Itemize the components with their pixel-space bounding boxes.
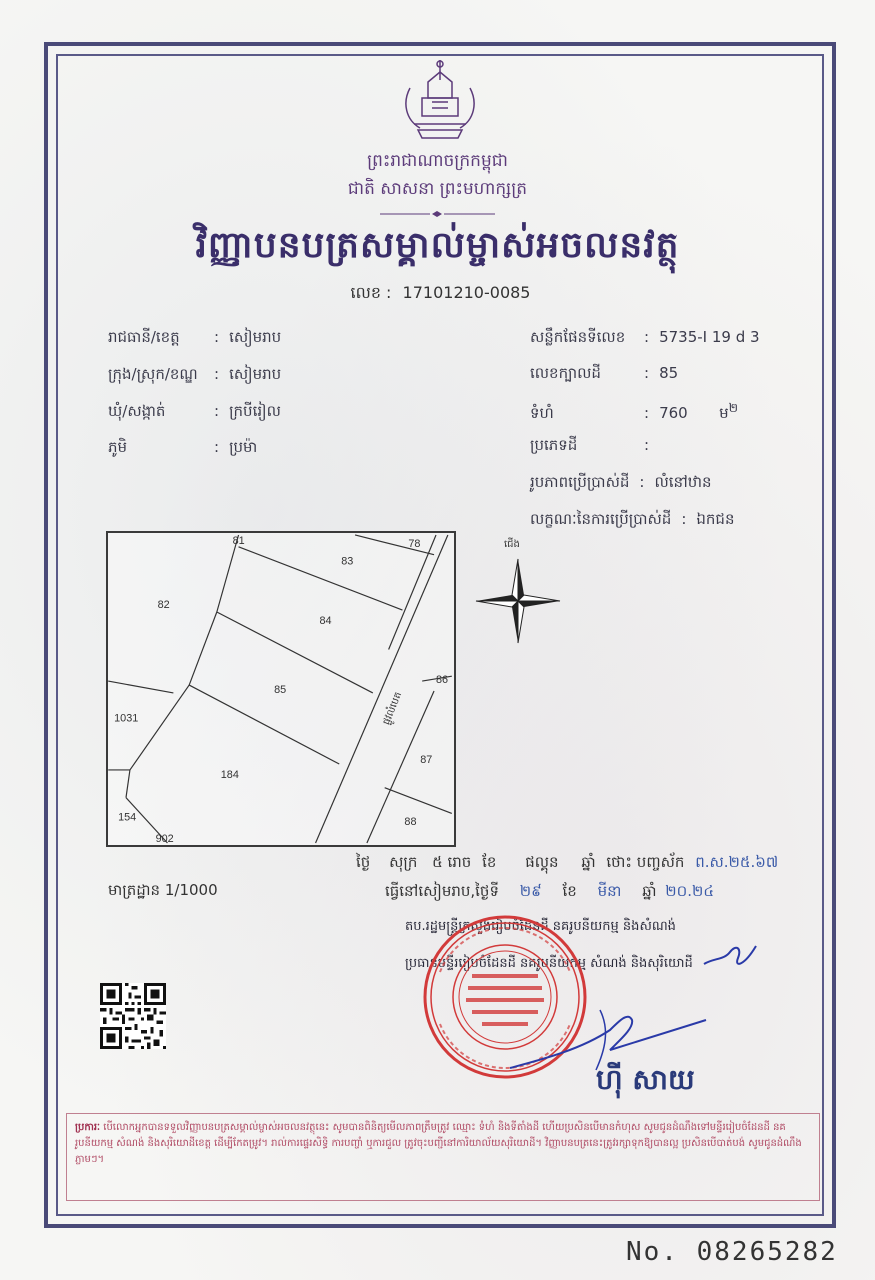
field-province: រាជធានី/ខេត្ត : សៀមរាប <box>108 328 281 350</box>
field-label: រាជធានី/ខេត្ត <box>108 328 180 346</box>
field-label: ទំហំ <box>530 404 554 422</box>
parcel-label: 81 <box>232 534 245 547</box>
year-word: ឆ្នាំ <box>581 853 596 871</box>
lunar-year: ថោះ បញ្ចស័ក <box>606 853 685 871</box>
parcel-label: 1031 <box>114 712 139 725</box>
parcel-label: 85 <box>274 683 287 696</box>
parcel-label: 82 <box>157 599 170 612</box>
day-word: ថ្ងៃ <box>356 853 371 871</box>
serial-number: No. 08265282 <box>626 1237 838 1267</box>
month-word: ខែ <box>562 882 577 900</box>
cadastral-map <box>106 531 456 847</box>
north-label: ជើង <box>504 539 520 550</box>
field-value: 5735-I 19 d 3 <box>659 328 760 346</box>
kingdom-name: ព្រះរាជាណាចក្រកម្ពុជា <box>367 151 508 171</box>
road-label: ផ្លូវលំបេត <box>381 690 405 727</box>
field-value: លំនៅឋាន <box>654 473 712 491</box>
notice-label: ប្រការៈ <box>75 1122 101 1133</box>
notice-text: បើលោកអ្នកបានទទួលវិញ្ញាបនបត្រសម្គាល់ម្ចាស់អចលនវត្ថុនេះ សូមបានពិនិត្យមើលភាពត្រឹមត្រូវ ឈ្មោះ ទំហំ និងទីតាំងដី ហើយប្រសិនបើមានកំហុស សូមជូនដំណឹងទៅមន្ទីររៀបចំដែនដី នគរូបនីយកម្ម សំណង់ និងសុរិយោដីខេត្ត ដើម្បីកែតម្រូវ។ រាល់ការផ្ទេរសិទ្ធិ ការបញ្ចាំ ឬការជួល ត្រូវចុះបញ្ជីនៅការិយាល័យសុរិយោដី។ វិញ្ញាបនបត្រនេះត្រូវរក្សាទុកឱ្យបានល្អ ប្រសិនបើបាត់បង់ សូមជូនដំណឹងភ្លាមៗ។ <box>75 1122 802 1165</box>
minister-title: តប.រដ្ឋមន្ត្រីក្រសួងរៀបចំដែនដី នគរូបនីយកម្ម និងសំណង់ <box>405 919 676 934</box>
field-value: 85 <box>659 364 679 382</box>
field-village: ភូមិ : ប្រម៉ា <box>108 438 257 460</box>
field-label: លក្ខណៈនៃការប្រើប្រាស់ដី <box>530 510 672 528</box>
parcel-label: 184 <box>220 768 239 781</box>
field-land-type: ប្រភេទដី : <box>530 436 659 458</box>
parcel-label: 154 <box>118 811 137 824</box>
field-label: រូបភាពប្រើប្រាស់ដី <box>530 473 630 491</box>
field-label: ឃុំ/សង្កាត់ <box>108 402 166 420</box>
area-unit: ម <box>719 404 729 422</box>
field-ownership: លក្ខណៈនៃការប្រើប្រាស់ដី : ឯកជន <box>530 510 735 528</box>
legal-notice <box>66 1113 820 1201</box>
month-word: ខែ <box>482 853 497 871</box>
ornamental-divider <box>380 210 495 218</box>
field-parcel-number: លេខក្បាលដី : 85 <box>530 364 678 386</box>
field-value: ក្របីរៀល <box>229 402 281 420</box>
issued-place: ធ្វើនៅសៀមរាប,ថ្ងៃទី <box>385 882 499 900</box>
field-district: ក្រុង/ស្រុក/ខណ្ឌ : សៀមរាប <box>108 365 281 387</box>
parcel-label: 88 <box>404 816 417 829</box>
field-label: ប្រភេទដី <box>530 436 578 454</box>
field-land-use: រូបភាពប្រើប្រាស់ដី : លំនៅឋាន <box>530 473 712 491</box>
moon-phase: ៥ រោច <box>432 853 472 871</box>
parcel-label: 78 <box>408 537 421 550</box>
field-map-sheet: សន្លឹកផែនទីលេខ : 5735-I 19 d 3 <box>530 328 760 350</box>
field-value: សៀមរាប <box>229 365 282 383</box>
initial-signature <box>700 938 760 978</box>
parcel-label: 87 <box>420 754 433 767</box>
issue-year: ២០.២៤ <box>665 882 714 900</box>
issue-day: ២៩ <box>519 882 542 900</box>
signer-name: ហ៊ី សាយ <box>596 1063 695 1096</box>
area-unit-sup: ២ <box>728 400 739 415</box>
year-word: ឆ្នាំ <box>642 882 657 900</box>
national-motto: ជាតិ សាសនា ព្រះមហាក្សត្រ <box>347 179 528 199</box>
north-compass-icon <box>474 535 564 647</box>
certificate-title: វិញ្ញាបនបត្រសម្គាល់ម្ចាស់អចលនវត្ថុ <box>195 225 680 266</box>
field-label: លេខក្បាលដី <box>530 364 601 382</box>
number-label: លេខ : <box>350 283 392 302</box>
field-value: ប្រម៉ា <box>229 438 258 456</box>
weekday: សុក្រ <box>389 853 418 871</box>
field-area: ទំហំ : 760 ម$^២$ <box>530 400 738 426</box>
lunar-month: ផល្គុន <box>525 853 559 871</box>
buddhist-era: ព.ស.២៥.៦៧ <box>695 853 779 871</box>
field-label: ភូមិ <box>108 438 128 456</box>
lunar-date-line <box>356 853 778 875</box>
department-title: ប្រធានមន្ទីររៀបចំដែនដី នគរូបនីយកម្ម សំណង់ និងសុរិយោដី <box>405 956 693 971</box>
parcel-label: 902 <box>155 833 174 846</box>
number-value: 17101210-0085 <box>402 283 531 302</box>
field-label: ក្រុង/ស្រុក/ខណ្ឌ <box>108 365 198 383</box>
qr-code-icon[interactable] <box>100 983 166 1049</box>
parcel-label: 83 <box>341 555 354 568</box>
map-scale: មាត្រដ្ឋាន 1/1000 <box>108 881 218 899</box>
field-value: 760 <box>659 404 688 422</box>
field-value: ឯកជន <box>696 510 735 528</box>
certificate-number <box>0 282 875 306</box>
field-value: សៀមរាប <box>229 328 282 346</box>
parcel-label: 84 <box>319 614 332 627</box>
issue-month: មីនា <box>597 882 622 900</box>
royal-emblem-icon <box>400 58 480 140</box>
field-commune: ឃុំ/សង្កាត់ : ក្របីរៀល <box>108 402 281 424</box>
parcel-label: 86 <box>436 674 449 687</box>
field-label: សន្លឹកផែនទីលេខ <box>530 328 626 346</box>
issue-date-line <box>385 882 714 904</box>
